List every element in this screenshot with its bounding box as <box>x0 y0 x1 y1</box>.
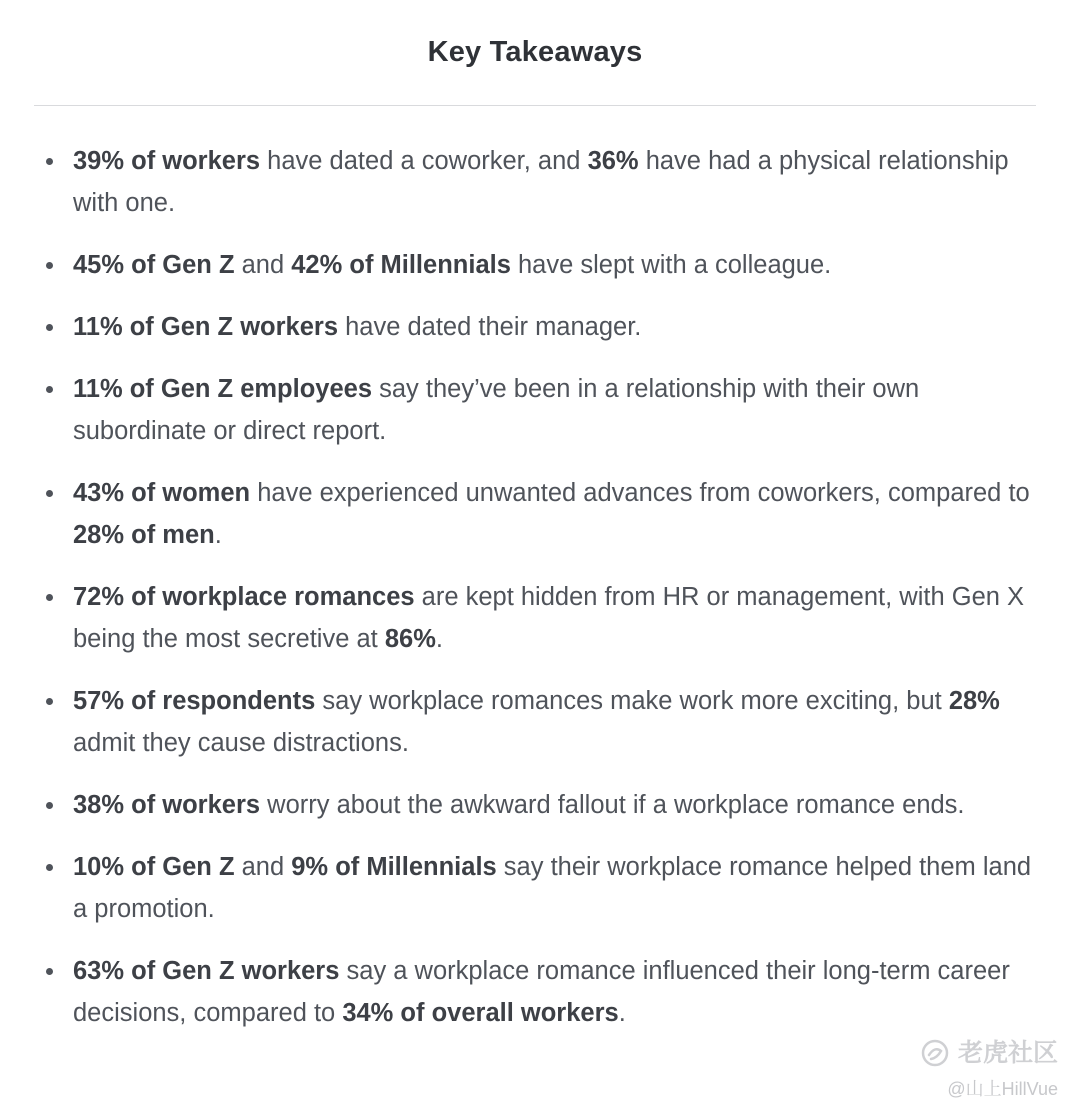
highlight-stat: 72% of workplace romances <box>73 583 415 611</box>
takeaway-text: . <box>618 999 626 1027</box>
takeaway-text: and <box>234 251 292 279</box>
highlight-stat: 28% <box>948 687 1000 715</box>
bullet-icon <box>46 698 53 705</box>
watermark-handle: @山上HillVue <box>947 1079 1058 1099</box>
takeaway-text: have slept with a colleague. <box>510 251 832 279</box>
bullet-icon <box>46 968 53 975</box>
takeaway-text: say workplace romances make work more exciting, but <box>315 687 949 715</box>
takeaway-item <box>0 680 1080 764</box>
takeaway-text: say their workplace romance helped them land a promotion. <box>73 853 1032 923</box>
takeaway-text: have dated their manager. <box>338 313 642 341</box>
page-title: Key Takeaways <box>427 36 643 68</box>
takeaway-text: are kept hidden from HR or management, with Gen X being the most secretive at <box>73 583 1025 653</box>
takeaway-text: admit they cause distractions. <box>73 729 409 757</box>
takeaway-text: worry about the awkward fallout if a workplace romance ends. <box>260 791 965 819</box>
bullet-icon <box>46 490 53 497</box>
watermark <box>920 1038 1058 1100</box>
highlight-stat: 36% <box>587 147 639 175</box>
bullet-icon <box>46 262 53 269</box>
highlight-stat: 11% of Gen Z employees <box>73 375 373 403</box>
takeaway-item <box>0 576 1080 660</box>
highlight-stat: 63% of Gen Z workers <box>73 957 340 985</box>
highlight-stat: 11% of Gen Z workers <box>73 313 339 341</box>
highlight-stat: 9% of Millennials <box>291 853 497 881</box>
highlight-stat: 34% of overall workers <box>342 999 619 1027</box>
takeaway-item <box>0 140 1080 224</box>
takeaway-text: . <box>435 625 443 653</box>
takeaways-list <box>0 140 1080 1054</box>
takeaway-text: say they’ve been in a relationship with their own subordinate or direct report. <box>73 375 920 445</box>
takeaway-item <box>0 846 1080 930</box>
bullet-icon <box>46 158 53 165</box>
takeaway-item <box>0 306 1080 348</box>
bullet-icon <box>46 386 53 393</box>
highlight-stat: 43% of women <box>73 479 251 507</box>
takeaway-text: say a workplace romance influenced their long-term career decisions, compared to <box>73 957 1010 1027</box>
bullet-icon <box>46 802 53 809</box>
title-divider <box>34 105 1036 106</box>
highlight-stat: 28% of men <box>73 521 215 549</box>
takeaway-text: have experienced unwanted advances from coworkers, compared to <box>250 479 1030 507</box>
takeaway-text: . <box>214 521 222 549</box>
highlight-stat: 45% of Gen Z <box>73 251 235 279</box>
highlight-stat: 86% <box>384 625 436 653</box>
tiger-logo-icon <box>920 1038 950 1068</box>
bullet-icon <box>46 594 53 601</box>
highlight-stat: 42% of Millennials <box>291 251 511 279</box>
takeaway-item <box>0 368 1080 452</box>
takeaway-item <box>0 244 1080 286</box>
bullet-icon <box>46 324 53 331</box>
takeaway-item <box>0 472 1080 556</box>
takeaway-item <box>0 784 1080 826</box>
highlight-stat: 57% of respondents <box>73 687 316 715</box>
highlight-stat: 39% of workers <box>73 147 261 175</box>
takeaway-text: have had a physical relationship with one. <box>73 147 1009 217</box>
takeaway-text: and <box>234 853 292 881</box>
takeaway-item <box>0 950 1080 1034</box>
bullet-icon <box>46 864 53 871</box>
takeaway-text: have dated a coworker, and <box>260 147 588 175</box>
highlight-stat: 10% of Gen Z <box>73 853 235 881</box>
highlight-stat: 38% of workers <box>73 791 261 819</box>
watermark-brand: 老虎社区 <box>957 1039 1058 1067</box>
watermark-logo <box>920 1038 1058 1068</box>
